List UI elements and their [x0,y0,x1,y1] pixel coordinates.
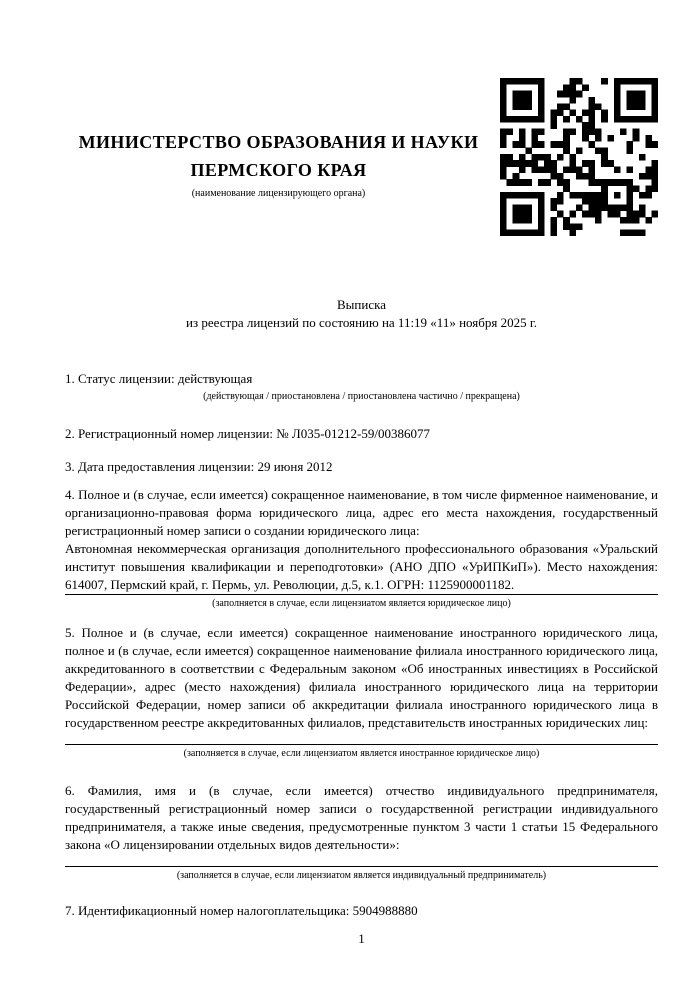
entrepreneur-blank-field [65,854,658,866]
item-taxpayer-number [65,902,658,920]
document-title-line1: Выписка [337,297,386,312]
page-number: 1 [358,931,365,946]
item-grant-date [65,458,658,476]
item-entrepreneur [65,782,658,882]
foreign-entity-underline [65,744,658,745]
registration-number-text: 2. Регистрационный номер лицензии: № Л035-01212-59/00386077 [65,426,431,441]
entrepreneur-caption: (заполняется в случае, если лицензиатом является индивидуальный предприниматель) [176,870,547,881]
legal-entity-value: Автономная некоммерческая организация дополнительного профессионального образования «Уральский институт повышения квалификации и переподготовки» (АНО ДПО «УрИПКиП»). Место нахождения: 614007, Пермский край, г. Пермь, ул. Революции, д.5, к.1. ОГРН: 1125900001182. [65,541,658,592]
item-license-status [65,370,658,403]
taxpayer-number-text: 7. Идентификационный номер налогоплательщика: 5904988880 [65,903,418,918]
ministry-name-line2: ПЕРМСКОГО КРАЯ [190,160,367,180]
foreign-entity-blank-field [65,732,658,744]
license-status-options-caption: (действующая / приостановлена / приостановлена частично / прекращена) [203,391,520,402]
grant-date-text: 3. Дата предоставления лицензии: 29 июня 2012 [65,459,333,474]
document-title-line2: из реестра лицензий по состоянию на 11:19 «11» ноября 2025 г. [186,315,537,330]
licensing-authority-block [65,78,500,199]
entrepreneur-underline [65,866,658,867]
ministry-name-line1: МИНИСТЕРСТВО ОБРАЗОВАНИЯ И НАУКИ [78,132,479,152]
item-foreign-entity [65,624,658,760]
license-status-text: 1. Статус лицензии: действующая [65,371,253,386]
legal-entity-heading: 4. Полное и (в случае, если имеется) сокращенное наименование, в том числе фирменное наименование, и организационно-правовая форма юридического лица, адрес его места нахождения, государственный регистрационный номер записи о создании юридического лица: [65,487,658,538]
foreign-entity-caption: (заполняется в случае, если лицензиатом является иностранное юридическое лицо) [183,748,540,759]
entrepreneur-heading: 6. Фамилия, имя и (в случае, если имеется) отчество индивидуального предпринимателя, государственный регистрационный номер записи о государственной регистрации индивидуального предпринимателя, а также иные сведения, предусмотренные пунктом 3 части 1 статьи 15 Федерального закона «О лицензировании отдельных видов деятельности»: [65,783,658,852]
document-title [65,296,658,332]
item-legal-entity [65,486,658,610]
foreign-entity-heading: 5. Полное и (в случае, если имеется) сокращенное наименование иностранного юридического лица, полное и (в случае, если имеется) сокращенное наименование филиала иностранного юридического лица, аккредитованного в соответствии с Федеральным законом «Об иностранных инвестициях в Российской Федерации», адрес (место нахождения) филиала иностранного юридического лица на территории Российской Федерации, номер записи об аккредитации филиала иностранного юридического лица в государственном реестре аккредитованных филиалов, представительств иностранных юридических лиц: [65,625,658,730]
qr-code-icon [500,78,658,236]
legal-entity-caption: (заполняется в случае, если лицензиатом является юридическое лицо) [212,598,511,609]
legal-entity-underline [65,594,658,595]
item-registration-number [65,425,658,443]
ministry-caption: (наименование лицензирующего органа) [191,188,366,199]
document-header [65,0,658,236]
